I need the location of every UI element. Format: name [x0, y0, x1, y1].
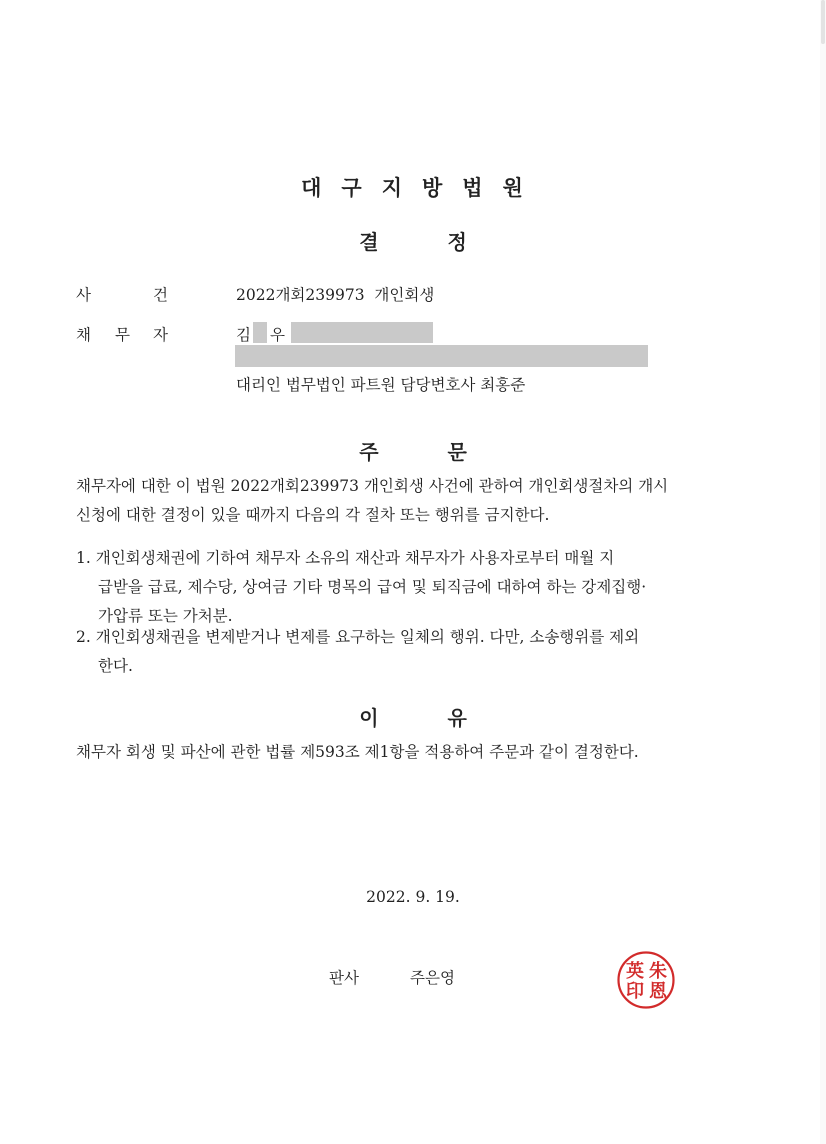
debtor-agent: 대리인 법무법인 파트원 담당변호사 최홍준	[236, 376, 526, 394]
order-line: 신청에 대한 결정이 있을 때까지 다음의 각 절차 또는 행위를 금지한다.	[76, 506, 550, 524]
debtor-label-char-3: 자	[153, 326, 168, 344]
svg-text:朱: 朱	[649, 961, 667, 982]
order-paragraph	[76, 472, 668, 530]
case-number: 2022개회239973 개인회생	[236, 286, 435, 304]
debtor-name-last: 우	[270, 326, 285, 344]
order-item-line: 가압류 또는 가처분.	[98, 607, 233, 625]
debtor-label-char-2: 무	[115, 326, 130, 344]
redaction-resident-number	[291, 322, 433, 343]
order-line: 채무자에 대한 이 법원 2022개회239973 개인회생 사건에 관하여 개인회생절차의 개시	[76, 477, 669, 495]
svg-text:印: 印	[626, 981, 644, 1002]
svg-text:恩: 恩	[649, 981, 667, 1002]
decision-date: 2022. 9. 19.	[366, 888, 460, 906]
order-item-line: 2. 개인회생채권을 변제받거나 변제를 요구하는 일체의 행위. 다만, 소송행위를 제외	[76, 628, 640, 646]
svg-text:英: 英	[626, 961, 644, 982]
case-label-char-1: 사	[76, 286, 91, 304]
order-item-line: 급받을 급료, 제수당, 상여금 기타 명목의 급여 및 퇴직금에 대하여 하는 강제집행·	[98, 578, 647, 596]
scrollbar-thumb[interactable]	[821, 0, 825, 44]
redaction-address	[235, 345, 648, 367]
judge-title: 판사	[329, 969, 359, 987]
document-type-title: 결 정	[359, 230, 467, 254]
order-item-2	[76, 623, 639, 681]
judge-seal-icon	[616, 950, 676, 1010]
debtor-label-char-1: 채	[76, 326, 91, 344]
judge-name: 주은영	[410, 969, 455, 987]
reason-heading: 이 유	[359, 706, 467, 730]
order-item-line: 1. 개인회생채권에 기하여 채무자 소유의 재산과 채무자가 사용자로부터 매월 지	[76, 549, 615, 567]
case-label-char-2: 건	[153, 286, 168, 304]
redaction-name-middle	[253, 322, 267, 343]
reason-text: 채무자 회생 및 파산에 관한 법률 제593조 제1항을 적용하여 주문과 같이 결정한다.	[76, 743, 639, 761]
order-item-1	[76, 544, 646, 631]
order-heading: 주 문	[359, 440, 467, 464]
order-item-line: 한다.	[98, 657, 133, 675]
court-name: 대구지방법원	[301, 176, 543, 200]
debtor-name-first: 김	[236, 326, 251, 344]
